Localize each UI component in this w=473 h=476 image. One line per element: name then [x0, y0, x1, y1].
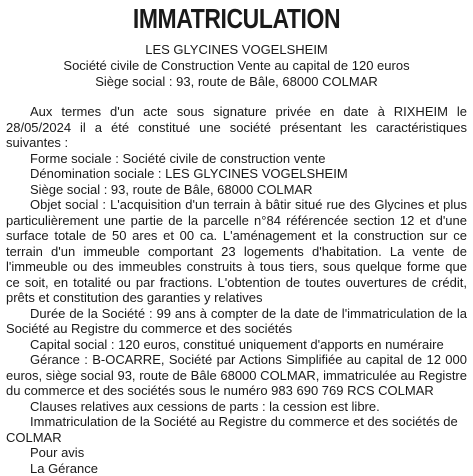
- paragraph-gerance: Gérance : B-OCARRE, Société par Actions Simplifiée au capital de 12 000 euros, siège social 93, route de Bâle 68000 COLMAR, immatriculée au Registre du commerce et des sociétés sous le numéro 983 690 769 RCS COLMAR: [6, 352, 467, 399]
- paragraph-denomination: Dénomination sociale : LES GLYCINES VOGELSHEIM: [6, 166, 467, 182]
- company-form: Société civile de Construction Vente au capital de 120 euros: [0, 58, 473, 74]
- company-name: LES GLYCINES VOGELSHEIM: [0, 42, 473, 58]
- paragraph-immatriculation: Immatriculation de la Société au Registre du commerce et des sociétés de COLMAR: [6, 414, 467, 445]
- paragraph-objet: Objet social : L'acquisition d'un terrain à bâtir situé rue des Glycines et plus particulièrement une partie de la parcelle n°84 référencée section 12 et d'une surface totale de 50 ares et 00 ca. L'aménagement et la construction sur ce terrain d'un immeuble comportant 23 logements d'habitation. La vente de l'immeuble ou des immeubles construits à tous tiers, sous quelque forme que ce soit, en totalité ou par fractions. L'obtention de toutes ouvertures de crédit, prêts et constitution des garanties y relatives: [6, 197, 467, 306]
- paragraph-capital: Capital social : 120 euros, constitué uniquement d'apports en numéraire: [6, 337, 467, 353]
- notice-header: [0, 42, 473, 90]
- notice-body: [6, 104, 467, 476]
- paragraph-clauses: Clauses relatives aux cessions de parts : la cession est libre.: [6, 399, 467, 415]
- notice-title: IMMATRICULATION: [43, 2, 431, 36]
- paragraph-duree: Durée de la Société : 99 ans à compter de la date de l'immatriculation de la Société au Registre du commerce et des sociétés: [6, 306, 467, 337]
- paragraph-intro: Aux termes d'un acte sous signature privée en date à RIXHEIM le 28/05/2024 il a été constitué une société présentant les caractéristiques suivantes :: [6, 104, 467, 151]
- paragraph-siege: Siège social : 93, route de Bâle, 68000 COLMAR: [6, 182, 467, 198]
- paragraph-pour-avis: Pour avis: [6, 445, 467, 461]
- company-address: Siège social : 93, route de Bâle, 68000 COLMAR: [0, 74, 473, 90]
- paragraph-signature: La Gérance: [6, 461, 467, 476]
- paragraph-forme: Forme sociale : Société civile de construction vente: [6, 151, 467, 167]
